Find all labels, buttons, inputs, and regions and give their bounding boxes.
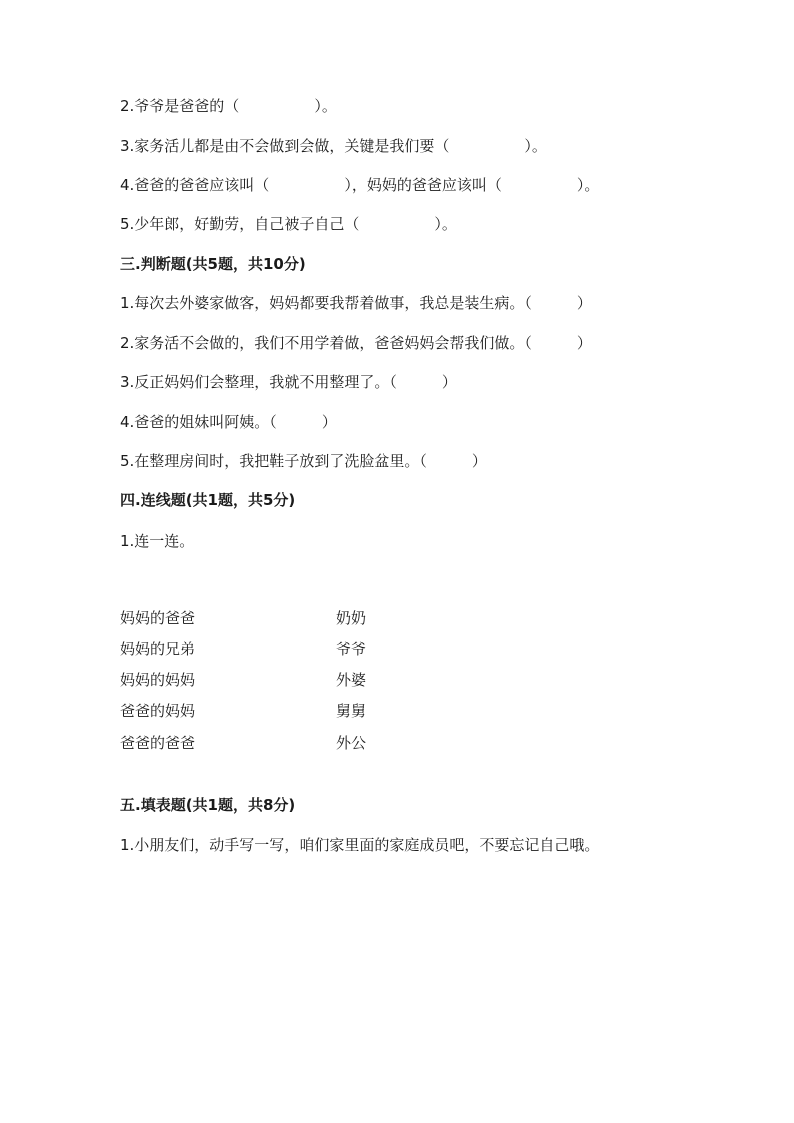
match-left-item: 爸爸的妈妈: [120, 702, 196, 720]
match-left-item: 妈妈的妈妈: [120, 671, 196, 689]
match-right-item: 奶奶: [336, 609, 367, 627]
match-left-item: 妈妈的兄弟: [120, 640, 196, 658]
match-right-item: 舅舅: [336, 702, 367, 720]
judge-question-3: 3.反正妈妈们会整理，我就不用整理了。（ ）: [120, 373, 457, 391]
match-right-item: 外公: [336, 734, 367, 752]
match-prompt: 1.连一连。: [120, 532, 195, 550]
fill-question-2: 2.爷爷是爸爸的（ ）。: [120, 97, 337, 115]
table-prompt: 1.小朋友们，动手写一写，咱们家里面的家庭成员吧，不要忘记自己哦。: [120, 836, 600, 854]
match-right-item: 外婆: [336, 671, 367, 689]
fill-question-5: 5.少年郎，好勤劳，自己被子自己（ ）。: [120, 215, 457, 233]
section-heading-table: 五.填表题(共1题，共8分): [120, 796, 296, 814]
match-left-item: 爸爸的爸爸: [120, 734, 196, 752]
judge-question-5: 5.在整理房间时，我把鞋子放到了洗脸盆里。（ ）: [120, 452, 487, 470]
section-heading-match: 四.连线题(共1题，共5分): [120, 491, 296, 509]
match-left-item: 妈妈的爸爸: [120, 609, 196, 627]
fill-question-4: 4.爸爸的爸爸应该叫（ ），妈妈的爸爸应该叫（ ）。: [120, 176, 600, 194]
judge-question-4: 4.爸爸的姐妹叫阿姨。（ ）: [120, 413, 337, 431]
match-right-item: 爷爷: [336, 640, 367, 658]
section-heading-judge: 三.判断题(共5题，共10分): [120, 255, 306, 273]
judge-question-2: 2.家务活不会做的，我们不用学着做，爸爸妈妈会帮我们做。（ ）: [120, 334, 592, 352]
fill-question-3: 3.家务活儿都是由不会做到会做，关键是我们要（ ）。: [120, 137, 547, 155]
judge-question-1: 1.每次去外婆家做客，妈妈都要我帮着做事，我总是装生病。（ ）: [120, 294, 592, 312]
